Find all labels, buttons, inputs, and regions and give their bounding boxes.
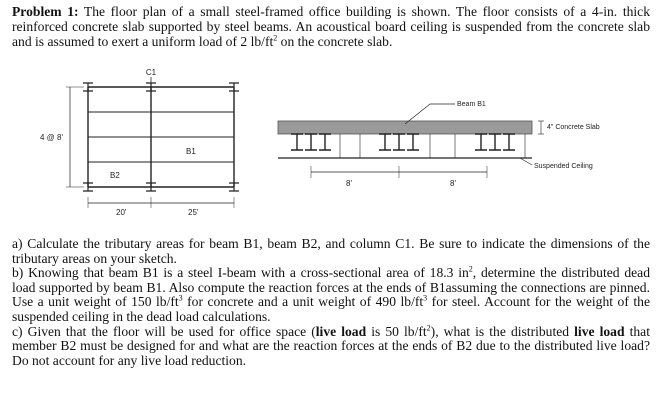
section-dim-1: 8': [346, 179, 352, 188]
section-slab-label: 4" Concrete Slab: [547, 124, 600, 131]
question-b: b) Knowing that beam B1 is a steel I-beam with a cross-sectional area of 18.3 $in^2$, determine the distributed dead load supported by beam B1. Also compute the reaction forces at the ends of B1assuming the connections are pinned. Use a unit weight of 150 $lb/ft^3$ for concrete and a unit weight of 490 $lb/ft^3$ for steel. Account for the weight of the suspended ceiling in the dead load calculations.: [12, 264, 650, 324]
section-view: [278, 101, 600, 188]
section-i-beams: [291, 134, 515, 150]
problem-sup: 2: [273, 33, 278, 43]
plan-spacing-label: 4 @ 8': [40, 133, 63, 142]
concrete-slab: [278, 121, 532, 134]
question-c: c) Given that the floor will be used for office space (live load is 50 $lb/ft^2$), what is the distributed live load that member B2 must be designed for and what are the reaction forces at the ends of B2 due to the distributed live load? Do not account for any live load reduction.: [12, 323, 650, 368]
question-a: a) Calculate the tributary areas for beam B1, beam B2, and column C1. Be sure to indicate the dimensions of the tributary areas on your sketch.: [12, 236, 650, 266]
span-right-label: 25': [188, 208, 199, 217]
section-dim-2: 8': [450, 179, 456, 188]
section-beam-label: Beam B1: [457, 101, 486, 108]
column-c1-label: C1: [145, 68, 157, 77]
problem-label: Problem 1:: [12, 4, 79, 19]
structural-figure: [0, 64, 662, 234]
problem-tail: on the concrete slab.: [277, 34, 393, 49]
problem-statement: [12, 4, 650, 49]
section-ceiling-label: Suspended Ceiling: [534, 163, 593, 170]
span-left-label: 20': [116, 208, 127, 217]
problem-text: The floor plan of a small steel-framed office building is shown. The floor consists of a 4-in. thick reinforced concrete slab supported by steel beams. An acoustical board ceiling is suspended from the concrete slab and is assumed to exert a uniform load of 2 lb/ft: [12, 4, 650, 49]
beam-b1-label: B1: [186, 147, 196, 156]
questions: [12, 237, 650, 368]
floor-plan: [40, 68, 239, 217]
beam-b2-label: B2: [110, 171, 120, 180]
